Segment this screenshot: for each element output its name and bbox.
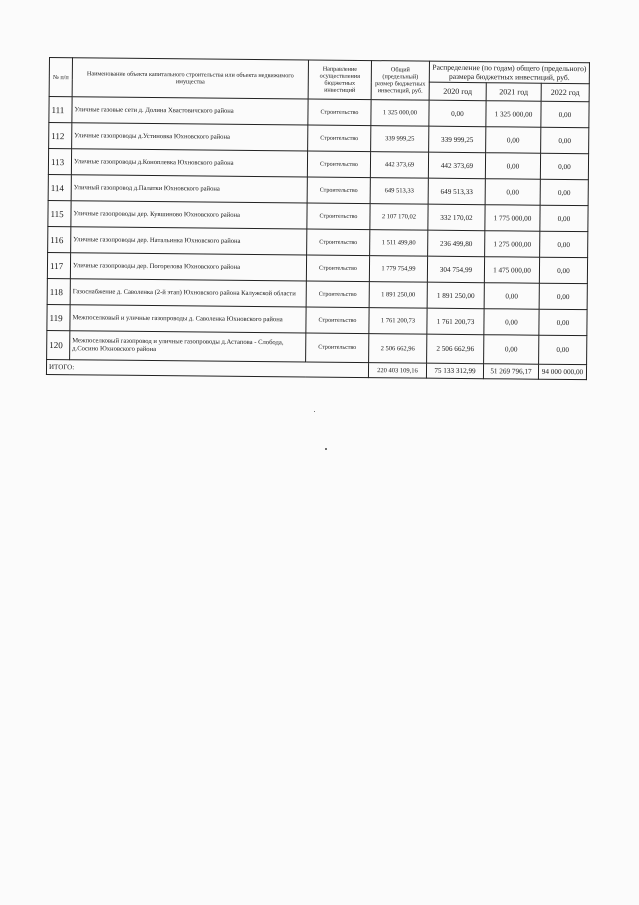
object-name: Уличные газопроводы д.Коноплевка Юхновского района	[71, 149, 307, 177]
amount-2022: 0,00	[539, 335, 587, 364]
header-total: Общий (предельный) размер бюджетных инвестиций, руб.	[371, 61, 429, 101]
amount-2020: 2 506 662,96	[427, 334, 484, 364]
object-name: Уличные газопроводы дер. Погорелова Юхновского района	[70, 253, 306, 281]
amount-2022: 0,00	[541, 127, 589, 153]
amount-2020: 1 761 200,73	[427, 308, 484, 335]
table-body	[47, 97, 589, 365]
totals-2020: 75 133 312,99	[426, 363, 483, 379]
totals-2021: 51 269 796,17	[483, 364, 538, 380]
row-number: 114	[48, 174, 71, 200]
amount-2020: 236 499,80	[428, 230, 485, 257]
object-name: Межпоселковый газопровод и уличные газопроводы д.Астапова - Слобода, д.Сосино Юхновского района	[70, 331, 306, 362]
header-name: Наименование объекта капитального строительства или объекта недвижимого имущества	[72, 58, 308, 99]
amount-2022: 0,00	[541, 101, 589, 127]
amount-2021: 0,00	[484, 335, 539, 365]
scan-speck	[325, 448, 327, 450]
object-name: Газоснабжение д. Саволенка (2-й этап) Юхновского района Калужской области	[70, 279, 306, 307]
header-year-2020: 2020 год	[429, 82, 486, 101]
amount-2021: 0,00	[485, 179, 540, 206]
amount-2020: 442 373,69	[428, 152, 485, 179]
amount-2022: 0,00	[540, 205, 588, 231]
object-name: Межпоселковый и уличные газопроводы д. Саволенка Юхновского района	[70, 305, 306, 333]
total-amount: 1 891 250,00	[369, 282, 427, 309]
total-amount: 649 513,33	[370, 178, 428, 205]
amount-2022: 0,00	[539, 283, 587, 309]
amount-2020: 332 170,02	[428, 204, 485, 231]
amount-2022: 0,00	[539, 309, 587, 335]
amount-2021: 0,00	[485, 153, 540, 180]
row-number: 115	[48, 200, 71, 226]
header-distribution: Распределение (по годам) общего (предельного) размера бюджетных инвестиций, руб.	[429, 61, 589, 84]
investment-direction: Строительство	[307, 151, 370, 178]
investment-direction: Строительство	[306, 307, 369, 334]
total-amount: 2 506 662,96	[369, 334, 427, 364]
totals-total: 220 403 109,16	[368, 363, 426, 379]
budget-investment-table	[46, 57, 590, 380]
row-number: 112	[49, 123, 72, 149]
investment-direction: Строительство	[308, 99, 371, 126]
total-amount: 1 779 754,99	[369, 256, 427, 283]
amount-2021: 1 775 000,00	[485, 205, 540, 232]
investment-direction: Строительство	[306, 333, 369, 363]
total-amount: 1 325 000,00	[371, 100, 429, 127]
object-name: Уличные газовые сети д. Долина Хвастовичского района	[72, 97, 308, 125]
row-number: 116	[48, 226, 71, 252]
row-number: 117	[47, 252, 70, 278]
header-year-2022: 2022 год	[541, 83, 589, 101]
object-name: Уличные газопроводы дер. Натальинка Юхновского района	[71, 227, 307, 255]
object-name: Уличные газопроводы дер. Кувшиново Юхновского района	[71, 201, 307, 229]
amount-2021: 0,00	[484, 309, 539, 336]
amount-2022: 0,00	[540, 153, 588, 179]
investment-direction: Строительство	[307, 203, 370, 230]
row-number: 120	[47, 330, 70, 359]
amount-2022: 0,00	[540, 179, 588, 205]
investment-direction: Строительство	[307, 229, 370, 256]
object-name: Уличный газопровод д.Палатки Юхновского района	[71, 175, 307, 203]
row-number: 113	[48, 149, 71, 175]
header-direction: Направление осуществления бюджетных инвестиций	[308, 60, 371, 100]
amount-2021: 1 275 000,00	[485, 231, 540, 258]
amount-2021: 0,00	[484, 283, 539, 310]
header-num: № п/п	[49, 58, 72, 97]
investment-direction: Строительство	[307, 177, 370, 204]
investment-direction: Строительство	[306, 281, 369, 308]
total-amount: 442 373,69	[370, 152, 428, 179]
investment-direction: Строительство	[308, 125, 371, 152]
amount-2021: 0,00	[486, 127, 541, 154]
amount-2020: 1 891 250,00	[427, 282, 484, 309]
total-amount: 2 107 170,02	[370, 204, 428, 231]
amount-2021: 1 475 000,00	[484, 257, 539, 284]
scan-speck	[314, 411, 315, 412]
object-name: Уличные газопроводы д.Устиновка Юхновского района	[72, 123, 308, 151]
total-amount: 1 761 200,73	[369, 308, 427, 335]
header-year-2021: 2021 год	[486, 83, 541, 102]
totals-2022: 94 000 000,00	[538, 364, 586, 379]
amount-2020: 339 999,25	[429, 126, 486, 153]
totals-label: ИТОГО:	[46, 359, 368, 377]
row-number: 119	[47, 304, 70, 330]
amount-2020: 0,00	[429, 100, 486, 127]
amount-2022: 0,00	[539, 257, 587, 283]
total-amount: 339 999,25	[371, 126, 429, 153]
amount-2021: 1 325 000,00	[486, 101, 541, 128]
amount-2020: 304 754,99	[427, 256, 484, 283]
row-number: 118	[47, 278, 70, 304]
investment-direction: Строительство	[306, 255, 369, 282]
amount-2022: 0,00	[540, 231, 588, 257]
total-amount: 1 511 499,80	[370, 230, 428, 257]
amount-2020: 649 513,33	[428, 178, 485, 205]
row-number: 111	[49, 97, 72, 123]
